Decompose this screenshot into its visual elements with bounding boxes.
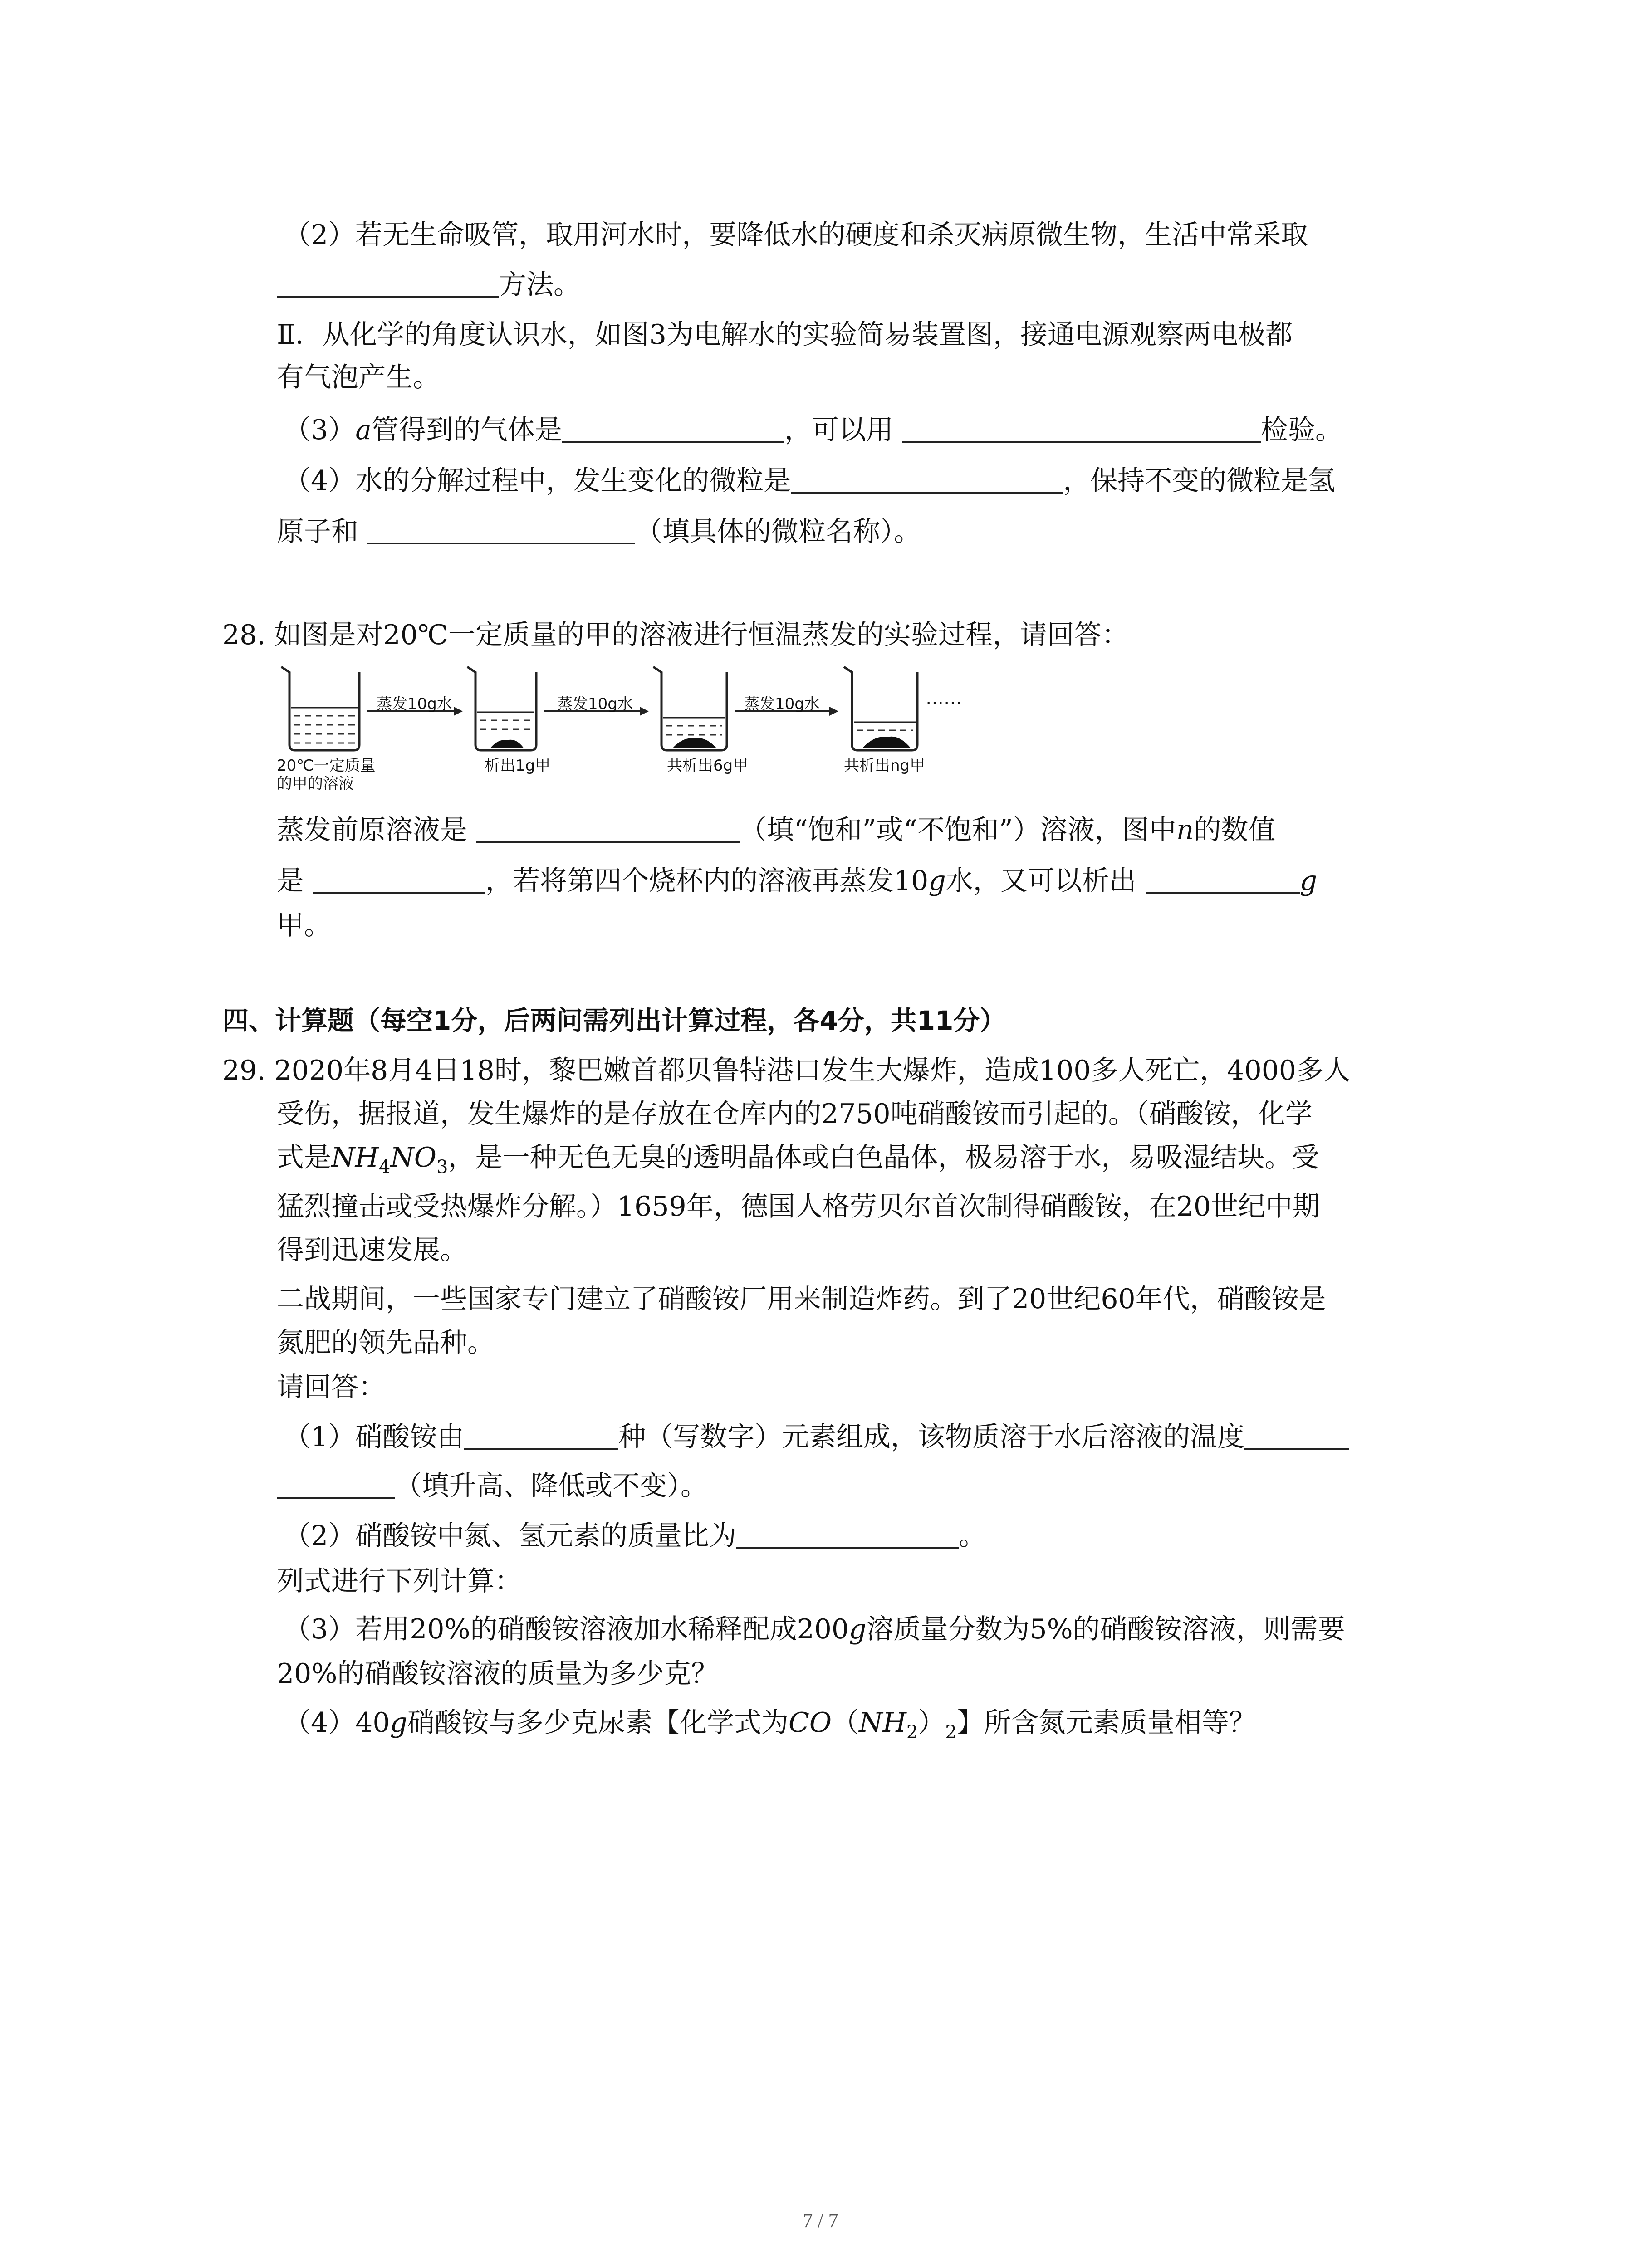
text: 的数值 bbox=[1194, 814, 1276, 846]
formula-sub: 3 bbox=[436, 1157, 448, 1178]
text: （1）硝酸铵由 bbox=[284, 1421, 465, 1453]
text: 受伤，据报道，发生爆炸的是存放在仓库内的2750吨硝酸铵而引起的。（硝酸铵，化学 bbox=[277, 1098, 1313, 1130]
caption-initial-1: 20℃一定质量 bbox=[277, 757, 376, 775]
formula-sub: 2 bbox=[906, 1722, 918, 1743]
text: （3） bbox=[284, 414, 356, 446]
answer-blank[interactable] bbox=[367, 516, 635, 544]
text: 溶质量分数为5%的硝酸铵溶液，则需要 bbox=[866, 1613, 1345, 1645]
q27-section2-line2 bbox=[277, 359, 440, 396]
q29-line4 bbox=[277, 1188, 1320, 1225]
text: 式是 bbox=[277, 1142, 331, 1173]
text: ，是一种无色无臭的透明晶体或白色晶体，极易溶于水，易吸湿结块。受 bbox=[448, 1142, 1319, 1173]
text: 】所含氮元素质量相等？ bbox=[956, 1707, 1256, 1739]
answer-blank[interactable] bbox=[736, 1520, 959, 1549]
formula-paren: （ bbox=[832, 1707, 859, 1739]
q29-line3 bbox=[277, 1139, 1319, 1185]
answer-blank[interactable] bbox=[1244, 1421, 1349, 1450]
answer-blank[interactable] bbox=[464, 1421, 618, 1450]
text: （4）水的分解过程中，发生变化的微粒是 bbox=[284, 465, 791, 497]
q28-line3 bbox=[277, 907, 331, 943]
text: 水，又可以析出 bbox=[945, 865, 1136, 897]
text: 20%的硝酸铵溶液的质量为多少克？ bbox=[277, 1658, 719, 1690]
answer-blank[interactable] bbox=[277, 269, 499, 298]
q27-part2-line1 bbox=[284, 217, 1308, 253]
text: 蒸发前原溶液是 bbox=[277, 814, 467, 846]
q27-part4-line1 bbox=[284, 463, 1335, 499]
text: （填升高、降低或不变）。 bbox=[395, 1470, 708, 1502]
q29-line7 bbox=[277, 1325, 495, 1361]
formula: CO bbox=[788, 1707, 832, 1739]
answer-blank[interactable] bbox=[313, 865, 485, 894]
formula-sub: 4 bbox=[378, 1157, 391, 1178]
q28-line2 bbox=[277, 863, 1317, 899]
formula: NO bbox=[390, 1142, 436, 1173]
unit-g: g bbox=[849, 1613, 867, 1645]
text: （3）若用20%的硝酸铵溶液加水稀释配成200 bbox=[284, 1613, 849, 1645]
ellipsis: …… bbox=[926, 688, 962, 709]
caption-beaker-3: 共析出6g甲 bbox=[667, 757, 749, 775]
answer-blank[interactable] bbox=[476, 814, 740, 843]
arrow-label-1: 蒸发10g水 bbox=[377, 695, 452, 713]
q29-part2 bbox=[284, 1518, 986, 1554]
unit-g: g bbox=[390, 1707, 407, 1739]
text: （填具体的微粒名称）。 bbox=[635, 516, 921, 547]
text: ，若将第四个烧杯内的溶液再蒸发10 bbox=[485, 865, 929, 897]
text: 请回答： bbox=[277, 1371, 386, 1403]
text: 。 bbox=[959, 1520, 986, 1552]
formula-paren: ） bbox=[918, 1707, 945, 1739]
text: （4）40 bbox=[284, 1707, 390, 1739]
answer-blank[interactable] bbox=[562, 414, 784, 443]
q27-section2-line1 bbox=[277, 317, 1293, 353]
formula: NH bbox=[859, 1707, 906, 1739]
text: 列式进行下列计算： bbox=[277, 1565, 522, 1597]
q29-part1-line1 bbox=[284, 1419, 1349, 1455]
text: 得到迅速发展。 bbox=[277, 1234, 467, 1266]
q27-part2-line2 bbox=[277, 267, 581, 303]
text: 甲。 bbox=[277, 909, 331, 941]
text: 29. 2020年8月4日18时，黎巴嫩首都贝鲁特港口发生大爆炸，造成100多人死亡，4000多人 bbox=[222, 1055, 1351, 1086]
q29-line2 bbox=[277, 1096, 1313, 1132]
text: Ⅱ．从化学的角度认识水，如图3为电解水的实验简易装置图，接通电源观察两电极都 bbox=[277, 319, 1293, 351]
text: 二战期间，一些国家专门建立了硝酸铵厂用来制造炸药。到了20世纪60年代，硝酸铵是 bbox=[277, 1283, 1326, 1315]
text: （填“饱和”或“不饱和”）溶液，图中 bbox=[740, 814, 1176, 846]
text: 种（写数字）元素组成，该物质溶于水后溶液的温度 bbox=[618, 1421, 1245, 1453]
q28-stem bbox=[222, 617, 1129, 653]
evaporation-figure bbox=[277, 662, 1003, 807]
text: 硝酸铵与多少克尿素【化学式为 bbox=[407, 1707, 789, 1739]
arrow-label-3: 蒸发10g水 bbox=[744, 695, 820, 713]
variable-n: n bbox=[1176, 814, 1194, 846]
page-number: 7 / 7 bbox=[803, 2209, 838, 2232]
text: 氮肥的领先品种。 bbox=[277, 1327, 495, 1359]
text: 有气泡产生。 bbox=[277, 362, 440, 393]
text: 28. 如图是对20℃一定质量的甲的溶液进行恒温蒸发的实验过程，请回答： bbox=[222, 619, 1129, 651]
text: 检验。 bbox=[1260, 414, 1342, 446]
caption-beaker-2: 析出1g甲 bbox=[485, 757, 551, 775]
text: 四、计算题（每空1分，后两问需列出计算过程，各4分，共11分） bbox=[222, 1005, 1006, 1036]
text: 方法。 bbox=[499, 269, 581, 301]
q29-part3-line1 bbox=[284, 1611, 1345, 1647]
answer-blank[interactable] bbox=[791, 465, 1063, 494]
q27-part3 bbox=[284, 412, 1342, 448]
text: 管得到的气体是 bbox=[371, 414, 562, 446]
formula-sub: 2 bbox=[945, 1722, 957, 1743]
text: ，可以用 bbox=[784, 414, 893, 446]
text: （2）硝酸铵中氮、氢元素的质量比为 bbox=[284, 1520, 737, 1552]
beaker-3 bbox=[653, 667, 727, 750]
q29-line5 bbox=[277, 1232, 467, 1268]
tube-label: a bbox=[355, 414, 372, 446]
answer-blank[interactable] bbox=[277, 1470, 395, 1499]
answer-blank[interactable] bbox=[1146, 865, 1300, 894]
caption-beaker-4: 共析出ng甲 bbox=[844, 757, 926, 775]
q29-line8 bbox=[277, 1369, 386, 1405]
text: （2）若无生命吸管，取用河水时，要降低水的硬度和杀灭病原微生物，生活中常采取 bbox=[284, 219, 1308, 251]
q28-line1 bbox=[277, 812, 1275, 848]
text: 是 bbox=[277, 865, 304, 897]
q29-part1-line2 bbox=[277, 1468, 708, 1504]
caption-initial-2: 的甲的溶液 bbox=[277, 775, 354, 793]
text: ，保持不变的微粒是氢 bbox=[1063, 465, 1336, 497]
arrow-label-2: 蒸发10g水 bbox=[557, 695, 633, 713]
text: 猛烈撞击或受热爆炸分解。）1659年，德国人格劳贝尔首次制得硝酸铵，在20世纪中期 bbox=[277, 1191, 1320, 1222]
answer-blank[interactable] bbox=[902, 414, 1261, 443]
text: 原子和 bbox=[277, 516, 358, 547]
q29-line1 bbox=[222, 1052, 1351, 1089]
beaker-4 bbox=[844, 667, 917, 750]
formula: NH bbox=[331, 1142, 379, 1173]
q27-part4-line2 bbox=[277, 513, 921, 550]
q29-line6 bbox=[277, 1281, 1326, 1317]
q29-calc-intro bbox=[277, 1563, 522, 1599]
beaker-2 bbox=[467, 667, 536, 750]
q29-part4 bbox=[284, 1705, 1256, 1750]
section-heading bbox=[222, 1002, 1006, 1039]
beaker-1 bbox=[281, 667, 359, 750]
q29-part3-line2 bbox=[277, 1656, 718, 1692]
unit-g: g bbox=[928, 865, 946, 897]
unit-g: g bbox=[1299, 865, 1318, 897]
